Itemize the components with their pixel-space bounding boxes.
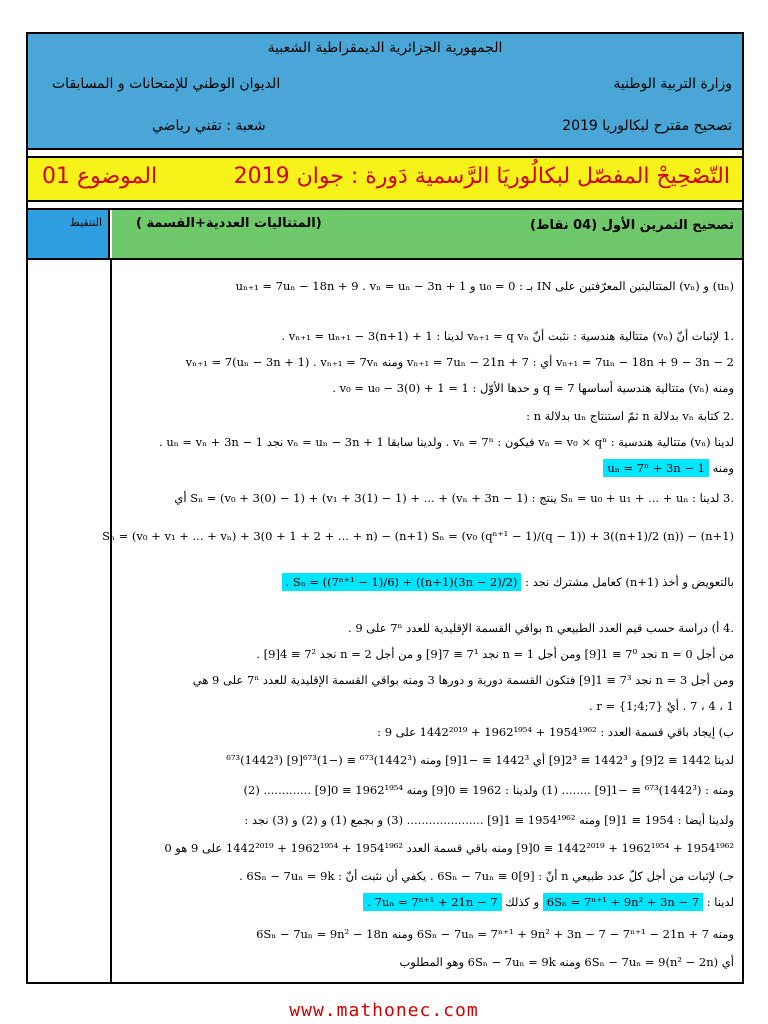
exercise-header-row [28, 210, 742, 260]
exam-office-name: الديوان الوطني للإمتحانات و المسابقات [52, 76, 281, 92]
q2-line-c [122, 462, 734, 476]
seven-u-n-highlight: 7uₙ = 7ⁿ⁺¹ + 21n − 7 . [363, 893, 501, 911]
footer-website: www.mathonec.com [289, 1000, 479, 1021]
q2-line-b: لدينا (vₙ) متتالية هندسية : vₙ = v₀ × qⁿ فيكون : vₙ = 7ⁿ . ولدينا سابقا vₙ = uₙ − 3n + 1 نجد uₙ = vₙ + 3n − 1 . [159, 435, 734, 449]
banner-gap [28, 202, 742, 210]
q3-line-c [122, 576, 734, 590]
q4-line-i: 1954¹⁹⁶² + 1962¹⁹⁵⁴ + 1442²⁰¹⁹ ≡ 0[9] ومنه باقي قسمة العدد 1954¹⁹⁶² + 1962¹⁹⁵⁴ + 1442²⁰¹⁹ على 9 هو 0 [164, 841, 734, 855]
intro-line: (uₙ) و (vₙ) المتتاليتين المعرّفتين على IN بـ : u₀ = 0 و uₙ₊₁ = 7uₙ − 18n + 9 . vₙ = uₙ − 3n + 1 [235, 279, 734, 293]
q2-result-prefix: ومنه [712, 461, 734, 475]
q4-line-h: ولدينا أيضا : 1954 ≡ 1[9] ومنه 1954¹⁹⁶² ≡ 1[9] ..................... (3) و بجمع (1) و (2) و (3) نجد : [244, 813, 734, 827]
q4-line-c: ومن أجل n = 3 نجد 7³ ≡ 1[9] فتكون القسمة دورية و دورها 3 ومنه بواقي القسمة الإقليدية للعدد 7ⁿ على 9 هي [192, 673, 734, 687]
grading-label: التنقيط [69, 216, 102, 229]
republic-name: الجمهورية الجزائرية الديمقراطية الشعبية [267, 40, 503, 56]
correction-title: تصحيح مقترح لبكالوريا 2019 [562, 118, 732, 134]
q4-line-b: من أجل n = 0 نجد 7⁰ ≡ 1[9] ومن أجل n = 1 نجد 7¹ ≡ 7[9] و من أجل n = 2 نجد 7² ≡ 4[9] . [256, 647, 734, 661]
s-n-formula-highlight: Sₙ = ((7ⁿ⁺¹ − 1)/6) + ((n+1)(3n − 2)/2) . [282, 573, 522, 591]
q3-result-prefix: بالتعويض و أخذ (n+1) كعامل مشترك نجد : [525, 575, 734, 589]
title-banner [28, 156, 742, 202]
q1-line-b: vₙ₊₁ = 7uₙ − 18n + 9 − 3n − 2 أي : vₙ₊₁ = 7uₙ − 21n + 7 ومنه vₙ₊₁ = 7(uₙ − 3n + 1) . vₙ₊₁ = 7vₙ [185, 355, 734, 369]
q2-line-a: .2 كتابة vₙ بدلالة n ثمّ استنتاج uₙ بدلالة n : [526, 409, 734, 423]
grading-column [28, 260, 112, 982]
q1-line-c: ومنه (vₙ) متتالية هندسية أساسها q = 7 و حدها الأوّل : v₀ = u₀ − 3(0) + 1 = 1 . [332, 381, 734, 395]
q4-line-a: .4 أ) دراسة حسب قيم العدد الطبيعي n بواقي القسمة الإقليدية للعدد 7ⁿ على 9 . [348, 621, 734, 635]
exercise-topic: (المتتاليات العددية+القسمة ) [136, 216, 322, 231]
exercise-title: تصحيح التمرين الأول (04 نقاط) [530, 218, 734, 233]
q4-line-f: لدينا 1442 ≡ 2[9] و 1442³ ≡ 2³[9] أي 1442³ ≡ −1[9] ومنه (1442³)⁶⁷³ ≡ (−1)⁶⁷³[9] (1442³)⁶⁷³ [226, 753, 734, 767]
q4-line-m: أي 6Sₙ − 7uₙ = 9(n² − 2n) ومنه 6Sₙ − 7uₙ = 9k وهو المطلوب [399, 955, 734, 969]
u-n-formula-highlight: uₙ = 7ⁿ + 3n − 1 [603, 459, 709, 477]
branch-label: شعبة : تقني رياضي [152, 118, 266, 134]
q4-line-l: ومنه 6Sₙ − 7uₙ = 7ⁿ⁺¹ + 9n² + 3n − 7 − 7ⁿ⁺¹ − 21n + 7 ومنه 6Sₙ − 7uₙ = 9n² − 18n [256, 927, 734, 941]
q4k-prefix: لدينا : [706, 895, 734, 909]
q1-line-a: .1 لإثبات أنّ (vₙ) متتالية هندسية : نثبت أنّ vₙ₊₁ = q vₙ لدينا : vₙ₊₁ = uₙ₊₁ − 3(n+1) + 1 . [281, 329, 734, 343]
six-s-n-highlight: 6Sₙ = 7ⁿ⁺¹ + 9n² + 3n − 7 [543, 893, 703, 911]
q4-line-d: 1 ، 4 ، 7 . أيْ r = {1;4;7} . [589, 699, 734, 713]
q3-line-a: .3 لدينا : Sₙ = u₀ + u₁ + ... + uₙ ينتج : Sₙ = (v₀ + 3(0) − 1) + (v₁ + 3(1) − 1) + ... + (vₙ + 3n − 1) أي [174, 491, 734, 505]
exam-page [26, 32, 744, 984]
grading-header-cell [28, 210, 110, 258]
exercise-header-cell [112, 210, 742, 258]
banner-title: التّصْحِيحْ المفصّل لبكالُوريَا الرَّسمية دَورة : جوان 2019 [233, 164, 730, 189]
q4-line-k [122, 896, 734, 910]
q4-line-j: جـ) لإثبات من أجل كلّ عدد طبيعي n أنّ : 6Sₙ − 7uₙ ≡ 0[9] . يكفي أن نثبت أنّ : 6Sₙ − 7uₙ = 9k . [239, 869, 734, 883]
solution-content [102, 260, 742, 982]
ministry-name: وزارة التربية الوطنية [613, 76, 732, 92]
subject-number: الموضوع 01 [42, 164, 158, 189]
q4-line-g: ومنه : (1442³)⁶⁷³ ≡ −1[9] ........ (1) ولدينا : 1962 ≡ 0[9] ومنه 1962¹⁹⁵⁴ ≡ 0[9] ............. (2) [243, 783, 734, 797]
q4k-connector: و كذلك [505, 895, 540, 909]
q4-line-e: ب) إيجاد باقي قسمة العدد : 1954¹⁹⁶² + 1962¹⁹⁵⁴ + 1442²⁰¹⁹ على 9 : [377, 725, 734, 739]
q3-line-b: Sₙ = (v₀ + v₁ + ... + vₙ) + 3(0 + 1 + 2 + ... + n) − (n+1) Sₙ = (v₀ (qⁿ⁺¹ − 1)/(q − 1)) + 3((n+1)/2 (n)) − (n+1) [102, 529, 734, 543]
official-header [28, 34, 742, 150]
